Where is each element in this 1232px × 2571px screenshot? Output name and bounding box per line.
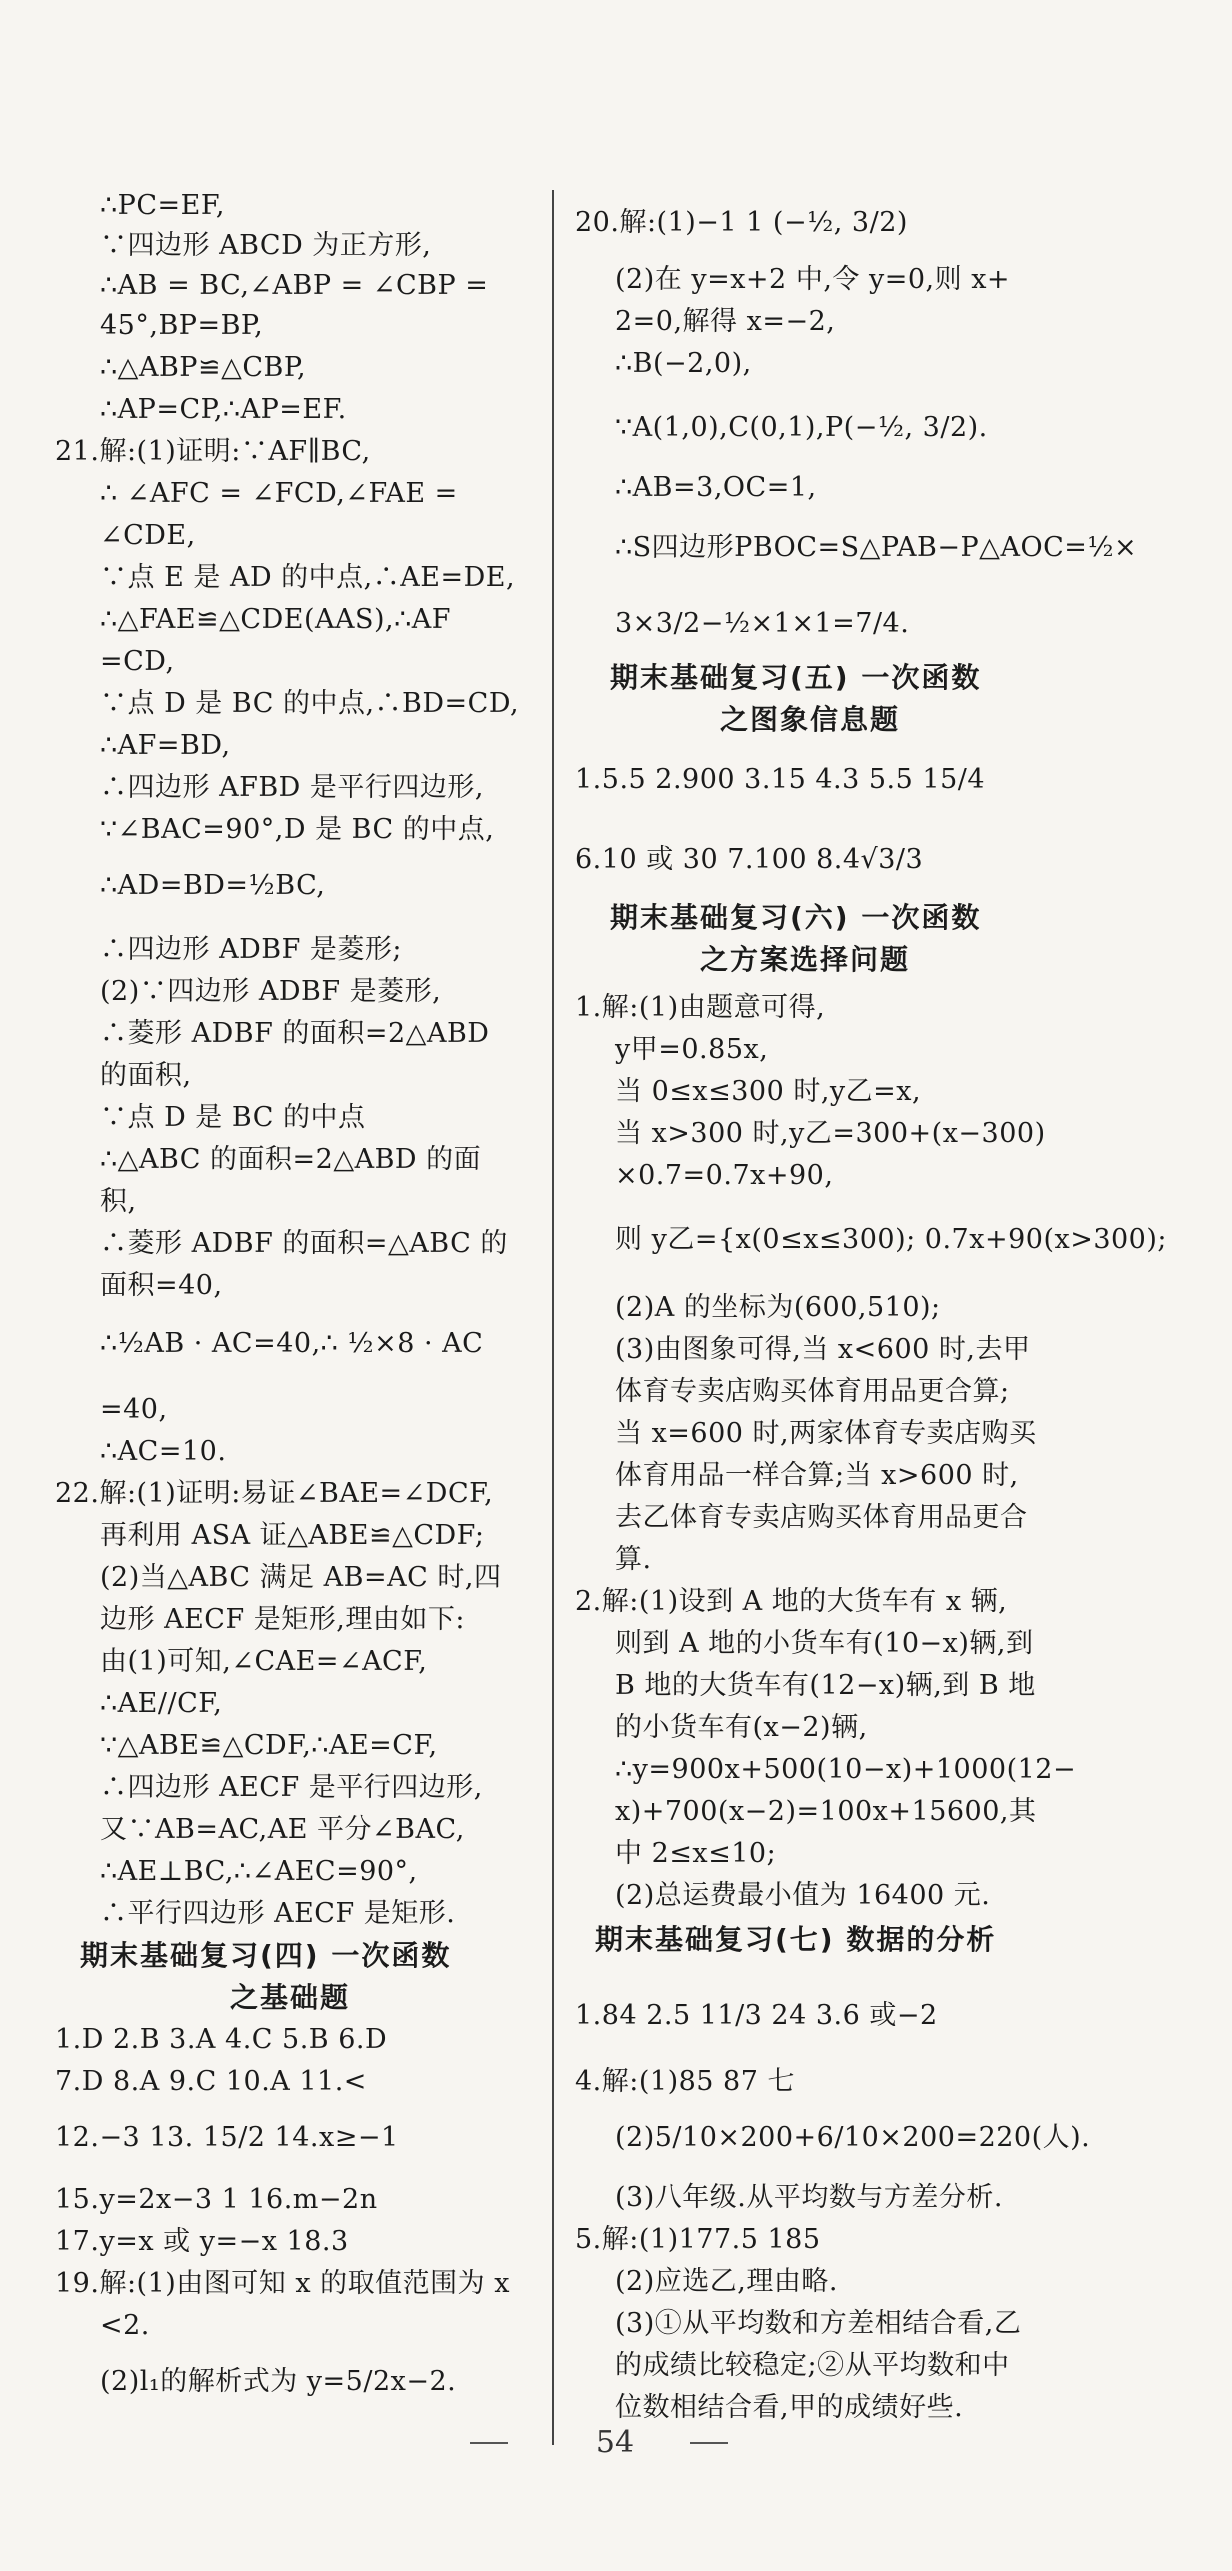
answer-line: ∴△ABP≌△CBP, — [100, 352, 307, 383]
answer-line: ∴AP=CP,∴AP=EF. — [100, 394, 347, 425]
answer-line: 17.y=x 或 y=−x 18.3 — [55, 2226, 349, 2257]
section-heading: 之图象信息题 — [720, 703, 901, 736]
answer-line: ∴菱形 ADBF 的面积=2△ABD — [100, 1018, 490, 1049]
answer-line: 20.解:(1)−1 1 (−½, 3/2) — [575, 207, 908, 238]
answer-line: ∴ ∠AFC = ∠FCD,∠FAE = — [100, 478, 458, 509]
answer-line: 12.−3 13. 15/2 14.x≥−1 — [55, 2122, 399, 2153]
answer-line: 1.84 2.5 11/3 24 3.6 或−2 — [575, 2000, 938, 2031]
answer-line: 4.解:(1)85 87 七 — [575, 2066, 795, 2097]
answer-line: 的成绩比较稳定;②从平均数和中 — [615, 2350, 1010, 2381]
answer-line: B 地的大货车有(12−x)辆,到 B 地 — [615, 1670, 1036, 1701]
answer-line: <2. — [100, 2310, 150, 2341]
answer-line: ∴平行四边形 AECF 是矩形. — [100, 1898, 456, 1929]
answer-line: ∴AF=BD, — [100, 730, 231, 761]
answer-line: 19.解:(1)由图可知 x 的取值范围为 x — [55, 2268, 510, 2299]
answer-line: ∴四边形 ADBF 是菱形; — [100, 934, 402, 965]
answer-line: ∴AE⊥BC,∴∠AEC=90°, — [100, 1856, 418, 1887]
column-divider — [552, 190, 554, 2445]
answer-line: ∴PC=EF, — [100, 190, 225, 221]
footer-dash-right — [690, 2442, 728, 2444]
answer-line: ∴½AB · AC=40,∴ ½×8 · AC — [100, 1328, 484, 1359]
section-heading: 之基础题 — [230, 1981, 351, 2014]
answer-line: 体育用品一样合算;当 x>600 时, — [615, 1460, 1019, 1491]
answer-line: 1.5.5 2.900 3.15 4.3 5.5 15/4 — [575, 764, 986, 795]
answer-line: (2)当△ABC 满足 AB=AC 时,四 — [100, 1562, 502, 1593]
answer-line: (3)八年级.从平均数与方差分析. — [615, 2182, 1003, 2213]
answer-line: 积, — [100, 1186, 137, 1217]
answer-line: ×0.7=0.7x+90, — [615, 1160, 834, 1191]
answer-line: ∴AB = BC,∠ABP = ∠CBP = — [100, 270, 489, 301]
answer-line: =CD, — [100, 646, 175, 677]
answer-line: 7.D 8.A 9.C 10.A 11.< — [55, 2066, 367, 2097]
answer-line: 边形 AECF 是矩形,理由如下: — [100, 1604, 465, 1635]
answer-line: ∴B(−2,0), — [615, 348, 752, 379]
answer-line: 则 y乙={x(0≤x≤300); 0.7x+90(x>300); — [615, 1224, 1167, 1255]
answer-line: =40, — [100, 1394, 168, 1425]
answer-line: 15.y=2x−3 1 16.m−2n — [55, 2184, 378, 2215]
answer-line: 面积=40, — [100, 1270, 223, 1301]
answer-line: 中 2≤x≤10; — [615, 1838, 777, 1869]
answer-line: 1.解:(1)由题意可得, — [575, 992, 826, 1023]
answer-line: 21.解:(1)证明:∵AF∥BC, — [55, 436, 371, 467]
section-heading: 期末基础复习(七) 数据的分析 — [595, 1923, 997, 1956]
answer-line: (2)A 的坐标为(600,510); — [615, 1292, 941, 1323]
answer-line: (2)在 y=x+2 中,令 y=0,则 x+ — [615, 264, 1011, 295]
answer-line: ∴四边形 AFBD 是平行四边形, — [100, 772, 484, 803]
answer-line: (2)应选乙,理由略. — [615, 2266, 838, 2297]
answer-line: 又∵AB=AC,AE 平分∠BAC, — [100, 1814, 465, 1845]
answer-line: ∴y=900x+500(10−x)+1000(12− — [615, 1754, 1077, 1785]
answer-line: ∵四边形 ABCD 为正方形, — [100, 230, 432, 261]
answer-line: 5.解:(1)177.5 185 — [575, 2224, 821, 2255]
footer-dash-left — [470, 2442, 508, 2444]
answer-line: ∴AD=BD=½BC, — [100, 870, 326, 901]
section-heading: 之方案选择问题 — [700, 943, 911, 976]
answer-line: 3×3/2−½×1×1=7/4. — [615, 608, 910, 639]
answer-line: ∴AE//CF, — [100, 1688, 223, 1719]
page-number: 54 — [595, 2425, 635, 2460]
answer-line: (3)由图象可得,当 x<600 时,去甲 — [615, 1334, 1031, 1365]
answer-line: 22.解:(1)证明:易证∠BAE=∠DCF, — [55, 1478, 494, 1509]
answer-line: 由(1)可知,∠CAE=∠ACF, — [100, 1646, 428, 1677]
answer-line: (2)l₁的解析式为 y=5/2x−2. — [100, 2366, 457, 2397]
answer-line: 当 x>300 时,y乙=300+(x−300) — [615, 1118, 1046, 1149]
answer-line: x)+700(x−2)=100x+15600,其 — [615, 1796, 1037, 1827]
section-heading: 期末基础复习(四) 一次函数 — [80, 1939, 452, 1972]
answer-line: (2)5/10×200+6/10×200=220(人). — [615, 2122, 1091, 2153]
answer-line: 6.10 或 30 7.100 8.4√3/3 — [575, 844, 924, 875]
answer-line: ∵△ABE≌△CDF,∴AE=CF, — [100, 1730, 438, 1761]
answer-line: (2)总运费最小值为 16400 元. — [615, 1880, 991, 1911]
answer-line: 的小货车有(x−2)辆, — [615, 1712, 868, 1743]
answer-line: ∵点 E 是 AD 的中点,∴AE=DE, — [100, 562, 516, 593]
answer-line: ∵∠BAC=90°,D 是 BC 的中点, — [100, 814, 495, 845]
answer-line: ∴△FAE≌△CDE(AAS),∴AF — [100, 604, 451, 635]
answer-line: (2)∵四边形 ADBF 是菱形, — [100, 976, 442, 1007]
answer-line: 再利用 ASA 证△ABE≌△CDF; — [100, 1520, 485, 1551]
answer-line: ∴△ABC 的面积=2△ABD 的面 — [100, 1144, 482, 1175]
answer-line: ∵A(1,0),C(0,1),P(−½, 3/2). — [615, 412, 988, 443]
answer-line: ∴菱形 ADBF 的面积=△ABC 的 — [100, 1228, 508, 1259]
section-heading: 期末基础复习(五) 一次函数 — [610, 661, 982, 694]
answer-line: ∴AC=10. — [100, 1436, 227, 1467]
answer-line: 的面积, — [100, 1060, 192, 1091]
answer-line: ∵点 D 是 BC 的中点 — [100, 1102, 366, 1133]
answer-line: 2.解:(1)设到 A 地的大货车有 x 辆, — [575, 1586, 1008, 1617]
answer-line: ∴四边形 AECF 是平行四边形, — [100, 1772, 483, 1803]
answer-line: 体育专卖店购买体育用品更合算; — [615, 1376, 1010, 1407]
answer-line: 2=0,解得 x=−2, — [615, 306, 836, 337]
section-heading: 期末基础复习(六) 一次函数 — [610, 901, 982, 934]
answer-line: 则到 A 地的小货车有(10−x)辆,到 — [615, 1628, 1034, 1659]
answer-line: 位数相结合看,甲的成绩好些. — [615, 2392, 964, 2423]
answer-line: 当 0≤x≤300 时,y乙=x, — [615, 1076, 922, 1107]
answer-line: 去乙体育专卖店购买体育用品更合 — [615, 1502, 1028, 1533]
answer-line: y甲=0.85x, — [615, 1034, 769, 1065]
answer-line: ∴S四边形PBOC=S△PAB−P△AOC=½× — [615, 532, 1138, 563]
answer-line: 45°,BP=BP, — [100, 310, 264, 341]
answer-line: ∠CDE, — [100, 520, 196, 551]
answer-line: 1.D 2.B 3.A 4.C 5.B 6.D — [55, 2024, 388, 2055]
answer-line: 算. — [615, 1544, 652, 1575]
answer-line: ∵点 D 是 BC 的中点,∴BD=CD, — [100, 688, 520, 719]
answer-line: (3)①从平均数和方差相结合看,乙 — [615, 2308, 1022, 2339]
answer-line: ∴AB=3,OC=1, — [615, 472, 817, 503]
answer-line: 当 x=600 时,两家体育专卖店购买 — [615, 1418, 1037, 1449]
